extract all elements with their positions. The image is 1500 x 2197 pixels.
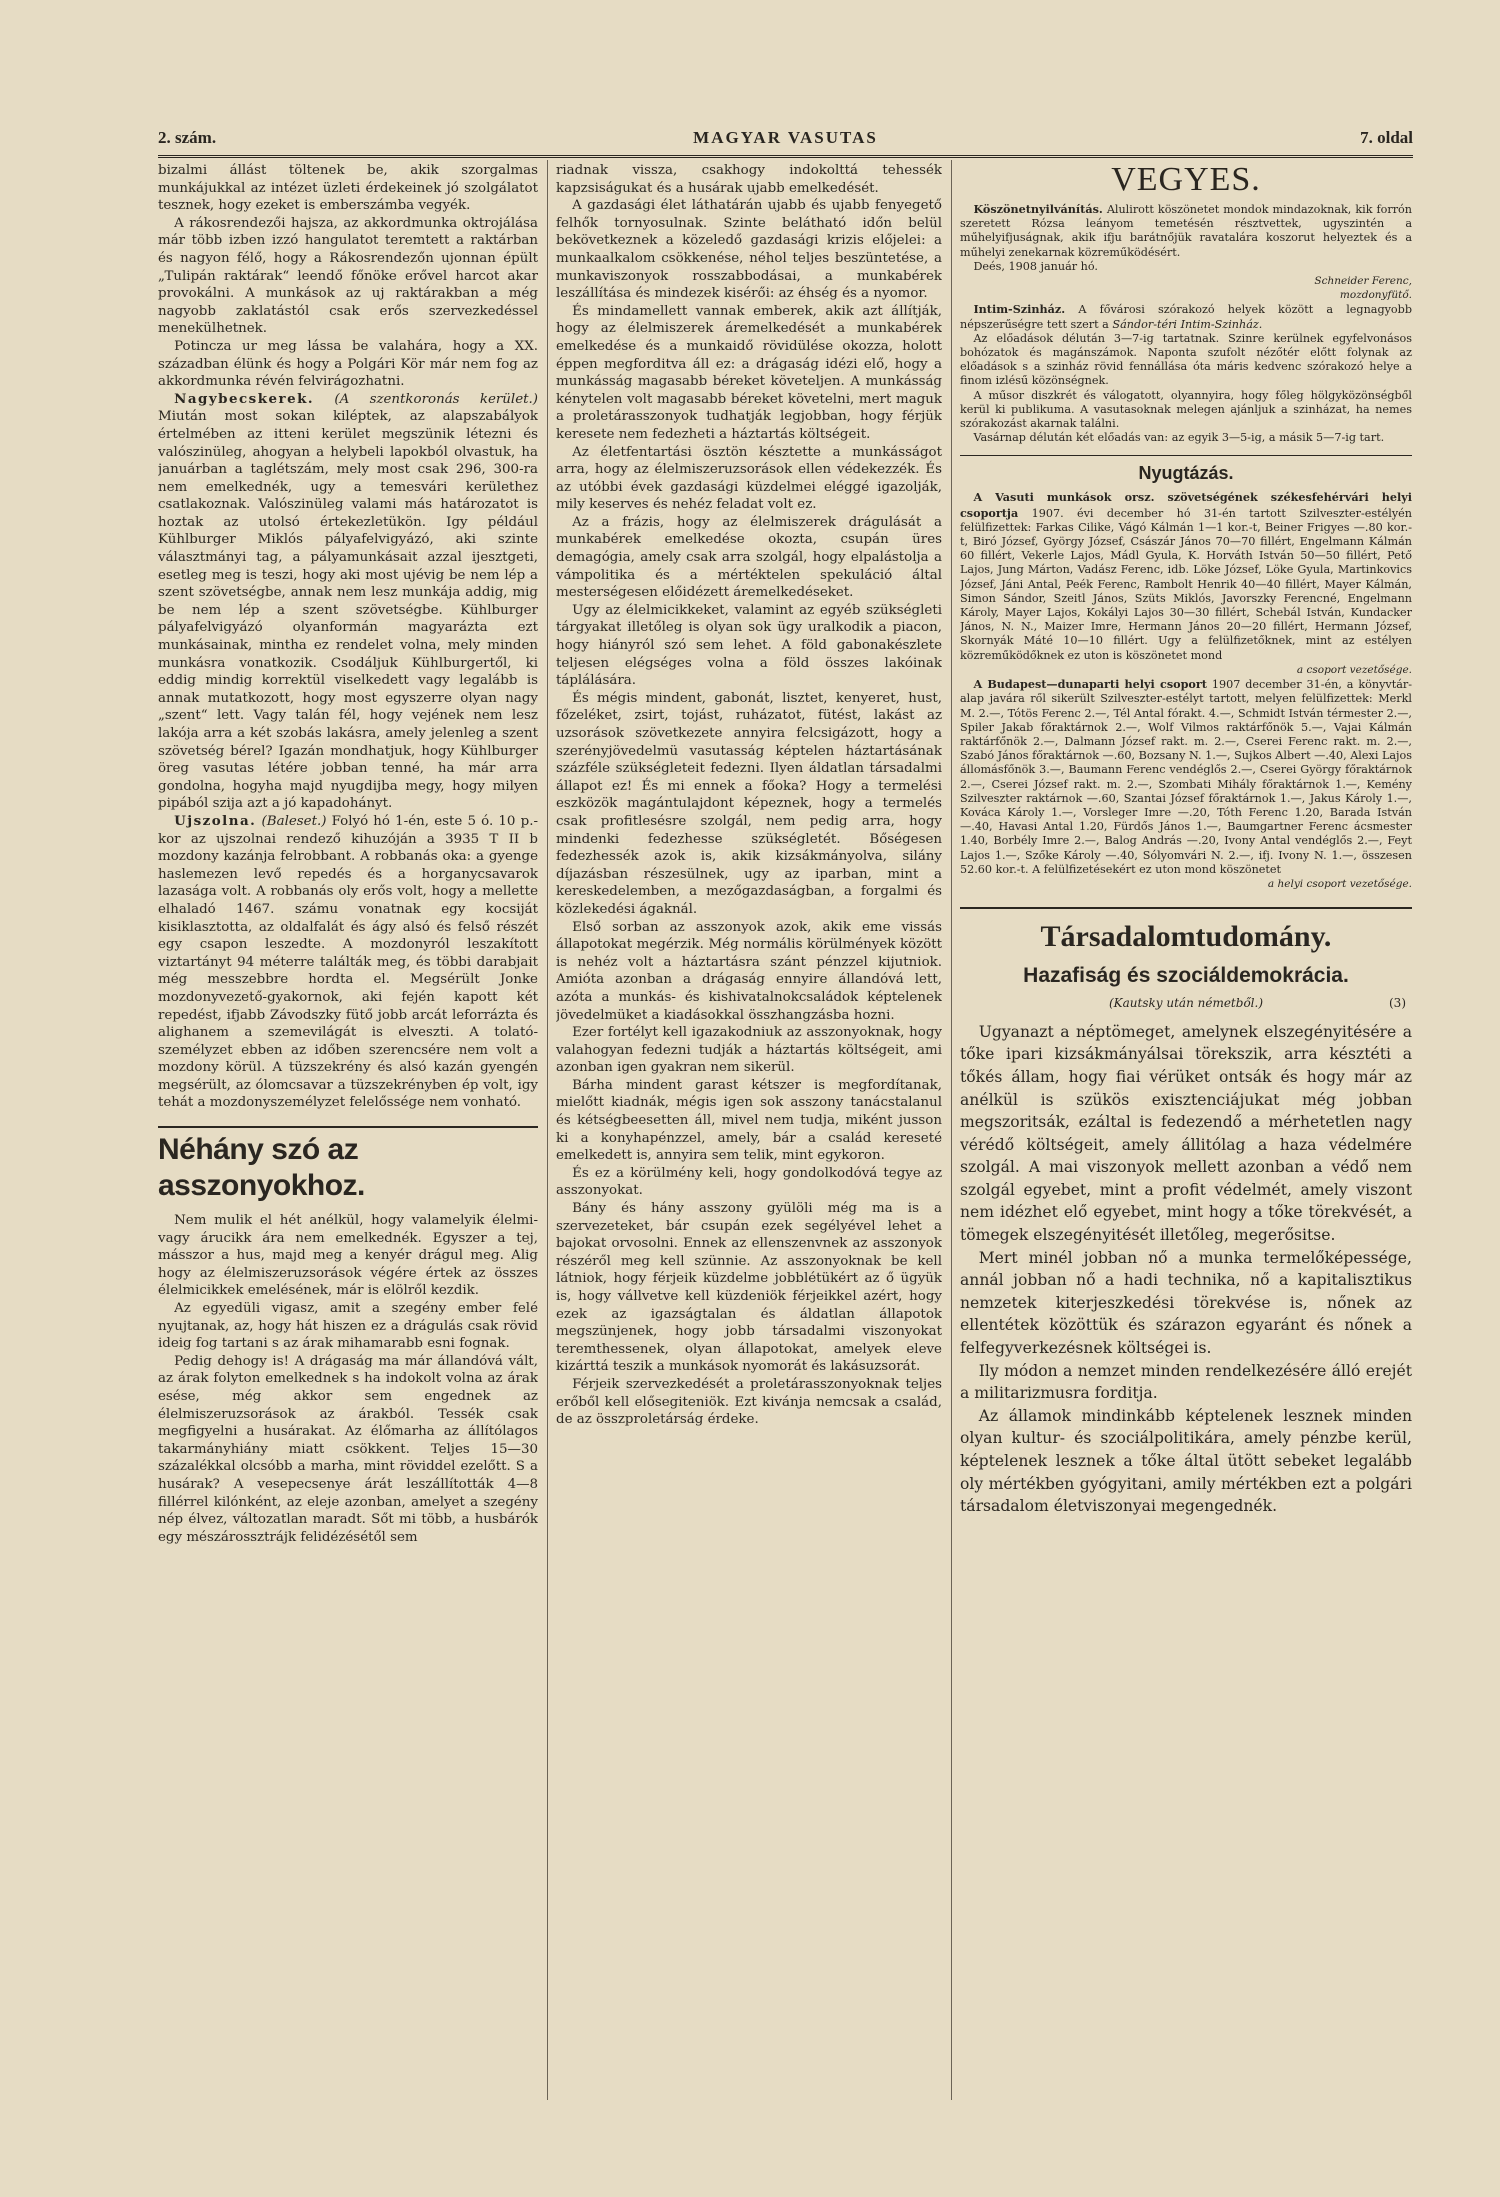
notice-place-date: Deés, 1908 január hó. <box>973 259 1098 273</box>
paragraph: Bárha mindent garast kétszer is megfordítanak, mielőtt kiadnák, mégis igen sok asszony tanácstalanul és kétségbeesetten áll, mivel nem tudja, miként jusson ki a konyhapénzzel, amely, bár a család kereseté emelkedett is, annyira sem telik, mint egykoron. <box>556 1077 942 1164</box>
article-heading: Ujszolna. <box>174 812 257 829</box>
article-title: Hazafiság és szociáldemokrácia. <box>1023 964 1349 988</box>
notice-heading: Intim-Szinház. <box>973 302 1066 317</box>
notice-body: A fővárosi szórakozó helyek között a legnagyobb népszerűségre tett szert a <box>960 303 1412 331</box>
paragraph: Az államok mindinkább képtelenek lesznek minden olyan kultur- és szociálpolitikára, amely pénzbe kerül, képtelenek lesznek a tőke által ütött sebeket legalább oly mértékben gyógyitani, amily mértékben ezt a polgári társadalom életviszonyai megengednék. <box>960 1406 1412 1516</box>
receipt-szekesfehervar <box>960 490 1412 662</box>
part-number: (3) <box>1389 996 1406 1011</box>
paragraph: Potincza ur meg lássa be valahára, hogy a XX. században élünk és hogy a Polgári Kör már nem fog az akkordmunka révén felvirágozhatni. <box>158 338 538 390</box>
paragraph: És mindamellett vannak emberek, akik azt állítják, hogy az élelmiszerek áremelkedését a munkabérek emelkedése és a munkaidő rövidülése okozza, holott éppen megforditva áll ez: a drágaság idézi elő, hogy a munkásság magasabb béreket követeljen. A munkásság kénytelen volt magasabb béreket követelni, mert maguk a proletárasszonyok tudhatják legjobban, hogy férjük keresete nem fedezheti a háztartás költségeit. <box>556 303 942 442</box>
paragraph: Ezer fortélyt kell igazakodniuk az asszonyoknak, hogy valahogyan fedezni tudják a háztartás költségeit, ami azonban igen gyakran nem sikerül. <box>556 1025 942 1076</box>
article-body: Miután most sokan kiléptek, az alapszabályok értelmében az itteni kerület megszünik létezni és valószinüleg, ahogyan a helybeli lapokból olvastuk, ha januárban a taglétszám, mely most csak 296, 300-ra nem emelkednék, ugy a temesvári kerülethez csatlakoznak. Valószinüleg valami más határozatot is hoztak az utolsó értekezletükön. Igy például Kühlburger Miklós pályafelvigyázó, aki szinte választmányi tag, a pályamunkásait azzal ijesztgeti, esetleg meg is teszi, hogy aki most ujévig be nem lép a szent szövetségbe, annak nem lesz munkája addig, mig be nem lép a szent szövetségbe. Kühlburger pályafelvigyázó olyanformán magyarázta ezt munkásainak, mintha ez rendelet volna, mely minden munkásra vonatkozik. Csodáljuk Kühlburgertől, ki eddig mindig korrektül viselkedett vagy legalább is annak mutatkozott, hogy most egyszerre olyan nagy „szent“ lett. Vagy talán fél, hogy vejének nem lesz lakója arra a két szobás lakásra, amely jelenleg a szent szövetség bérel? Igazán mondhatjuk, hogy Kühlburger öreg vasutas létére jobban tenné, ha már arra gondolna, hogyha majd nyugdijba megy, hogy milyen pipából szija azt a jó kapadohányt. <box>158 409 538 812</box>
paragraph: Ugyanazt a néptömeget, amelynek elszegényitésére a tőke ipari kizsákmányálsai törekszik, arra késztéti a tőkés állam, hogy fiai vérüket ontsák és hogy már az anélkül is szükös exisztenciájukat még jobban megszoritsák, ezáltal is fedezendő a mérhetetlen nagy vérédő költségeit, amely állitólag a haza védelmére szolgál. A mai viszonyok mellett azonban a védő nem szolgál egyebet, mint a profit védelmét, amely viszont nem idézhet elő egyebet, mint hogy a tőke törekvését, a tömegek elszegényitését illetőleg, megerősitse. <box>960 1022 1412 1245</box>
column-2 <box>556 162 942 2142</box>
header-rule <box>158 155 1413 158</box>
article-nagybecskerek <box>158 391 538 813</box>
article-source: (Kautsky után németből.) (3) <box>960 995 1412 1013</box>
paragraph: Az egyedüli vigasz, amit a szegény ember felé nyujtanak, az, hogy hát hiszen ez a drágulás csak rövid ideig fog tartani s az árak mihamarabb esni fognak. <box>158 1301 538 1352</box>
article-heading: Nagybecskerek. <box>174 390 315 407</box>
paragraph: Pedig dehogy is! A drágaság ma már állandóvá vált, az árak folyton emelkednek s ha indokolt volna az árak esése, még akkor sem engednek az élelmiszeruzsorások az árakból. Tessék csak megfigyelni a husárakat. Az élőmarha az állítólagos takarmányhiány miatt csökkent. Teljes 15—30 százalékkal olcsóbb a marha, mint röviddel ezelőtt. S a husárak? A vesepecsenye árát leszállították 4—8 fillérrel kilónként, az eleje azonban, amelyet a szegény nép élvez, változatlan maradt. Sőt mi több, a husbárók egy mészárossztrájk felidézésétől sem <box>158 1353 538 1545</box>
column-divider <box>951 160 952 2100</box>
column-3 <box>960 162 1412 2142</box>
paragraph: Nem mulik el hét anélkül, hogy valamelyik élelmi- vagy árucikk ára nem emelkednék. Egyszer a tej, másszor a hus, majd meg a kenyér drágul meg. Alig hogy az élelmiszeruzsorások végére értek az összes élelmicikkek emelésének, már is elölről kezdik. <box>158 1213 538 1299</box>
masthead-title: MAGYAR VASUTAS <box>693 128 878 147</box>
article-subheading: (Baleset.) <box>261 813 327 829</box>
paragraph: A rákosrendezői hajsza, az akkordmunka oktrojálása már több izben izzó hangulatot teremtett a raktárban és nagyon félő, hogy a Rákosrendezőn ujonnan épült „Tulipán raktárak“ leendő főnöke erővel harcot akar provokálni. A munkások az uj raktárakban a még nagyobb zaklatástól csak erős szervezkedéssel menekülhetnek. <box>158 215 538 337</box>
section-title: Néhány szó az asszonyokhoz. <box>158 1126 538 1204</box>
section-title-tarsadalomtudomany: Társadalomtudomány. <box>960 907 1412 955</box>
receipt-body: 1907 december 31-én, a könyvtár-alap javára ről sikerült Szilveszter-estélyt tartott, melyen felülfizettek: Merkl M. 2.—, Tótös Ferenc 2.—, Tél Antal fórakt. 4.—, Schmidt István térmester 2.—, Spiler Jakab főraktárnok 2.—, Wolf Vilmos raktárfőnök 5.—, Vajai Kálmán raktárfőnök 2.—, Dalmann József rakt. m. 2.—, Cserei Ferenc rakt. m. 2.—, Szabó János főraktárnok —.60, Bozsany N. 1.—, Sujkos Albert —.40, Alexi Lajos állomásfőnök 3.—, Baumann Ferenc vendéglős 2.—, Cserei György főraktárnok 2.—, Cserei József rakt. m. 2.—, Szombati Mihály főraktárnok 1.—, Kemény Szilveszter raktárnok —.60, Szantai József főraktárnok 1.—, Jakus Károly 1.—, Kováca Károly 1.—, Vorsleger Imre —.20, Tóth Ferenc 1.20, Barada István —.40, Havasi Antal 1.20, Fürdős János 1.—, Baumgartner Ferenc ácsmester 1.40, Borbély Imre 2.—, Balog András —.20, Ivony Antal vendéglős 2.—, Feyt Lajos 1.—, Szőke Károly —.40, Sólyomvári N. 2.—, ifj. Ivony N. 1.—, összesen 52.60 kor.-t. A felülfizetésekért ez uton mond köszönetet <box>960 678 1412 876</box>
signature: Schneider Ferenc, mozdonyfütő. <box>1314 275 1412 302</box>
paragraph: Ily módon a nemzet minden rendelkezésére álló erejét a militarizmusra forditja. <box>960 1361 1412 1403</box>
receipt-body: 1907. évi december hó 31-én tartott Szilveszter-estélyén felülfizettek: Farkas Cilike, Vágó Kálmán 1—1 kor.-t, Beiner Frigyes —.80 kor.-t, Biró József, György József, Császár János 70—70 fillért, Engelmann Kálmán 60 fillért, Vekerle Lajos, Mádl Gyula, K. Horváth István 50—50 fillért, Pető Lajos, Jung Márton, Vadász Ferenc, idb. Löke József, Löke Gyula, Martinkovics József, Jáni Antal, Peék Ferenc, Rambolt Henrik 40—40 fillért, Mayer Kálmán, Simon Sándor, Szeitl János, Szüts Miklós, Javorszky Ferencné, Engelmann Károly, Mayer Lajos, Kokályi Lajos 30—30 fillért, Schebál István, Kundacker János, N. N., Maizer Imre, Hermann János 20—20 fillért, Hermann József, Skornyák Máté 10—10 fillért. Ugy a felülfizetőknek, mint az estélyen közreműködőknek ez uton is köszönetet mond <box>960 506 1412 662</box>
paragraph: Férjeik szervezkedését a proletárasszonyoknak teljes erőből kell elősegiteniök. Ezt kivánja nemcsak a család, de az összproletárság érdeke. <box>556 1376 942 1428</box>
issue-number: 2. szám. <box>158 128 217 147</box>
page-number: 7. oldal <box>1360 128 1413 147</box>
article-body: Folyó hó 1-én, este 5 ó. 10 p.-kor az ujszolnai rendező kihuzóján a 3935 T II b mozdony kazánja felrobbant. A robbanás oka: a gyenge haslemezen levő repedés és a horganycsavarok lazasága volt. A robbanás oly erős volt, hogy a mellette elhaladó 1467. számu vonatnak egy kocsiját kisiklasztotta, az oldalfalát és ágy alsó és felső részét egy csapon leszedte. A mozdonyról leszakított viztartányt 94 méterre találták meg, és többi darabjait még messzebbre hordta el. Megsérült Jonke mozdonyvezető-gyakornok, aki fején kapott két repedést, ifjabb Závodszky fütő jobb arcát leforrázta és alighanem a szemevilágát is elveszti. A tolató-személyzet ebben az időben szerencsére nem volt a mozdony körül. A tüzszekrény és alsó kazán gyengén megsérült, az ólomcsavar a tüzszekrényben ép volt, igy tehát a mozdonyszemélyzet felelőssége nem vonható. <box>158 813 538 1111</box>
receipt-heading: A Budapest—dunaparti helyi csoport <box>973 677 1207 692</box>
paragraph: riadnak vissza, csakhogy indokolttá tehessék kapzsiságukat és a husárak ujabb emelkedését. <box>556 163 942 196</box>
paragraph: Az előadások délután 3—7-ig tartatnak. Szinre kerülnek egyfelvonásos bohózatok és magánszámok. Naponta szufolt nézőtér előtt folynak az előadások s a szinház rövid fennállása óta máris kedvenc szórakozó helye a finom izlésű közönségnek. <box>960 331 1412 388</box>
theater-name: Sándor-téri Intim-Szinház. <box>1112 317 1263 331</box>
paragraph: És ez a körülmény keli, hogy gondolkodóvá tegye az asszonyokat. <box>556 1165 942 1199</box>
paragraph: A műsor diszkrét és válogatott, olyannyira, hogy főleg hölgyközönségből kerül ki publikuma. A vasutasoknak melegen ajánljuk a szinházat, ha nemes szórakozást akarnak találni. <box>960 388 1412 431</box>
signature: a helyi csoport vezetősége. <box>1267 877 1412 890</box>
paragraph: Ugy az élelmicikkeket, valamint az egyéb szükségleti tárgyakat illetőleg is olyan sok ügy uralkodik a piacon, hogy hiányról szó sem lehet. A föld gabonakészlete teljesen elégséges volna a föld összes lakóinak táplálására. <box>556 602 942 689</box>
notice-intim-szinhaz <box>960 302 1412 331</box>
page-header <box>158 128 1413 150</box>
paragraph: Mert minél jobban nő a munka termelőképessége, annál jobban nő a hadi technika, nő a kapitalisztikus nemzetek kiterjeszkedési törekvése is, nőnek az ellentétek közöttük és szárazon egyaránt és nőnek a felfegyverkezésnek költségei is. <box>960 1248 1412 1358</box>
notice-body: Alulirott köszönetet mondok mindazoknak, kik forrón szeretett Rózsa leányom temetésén résztvettek, ugyszintén a műhelyifjuságnak, akik ifju barátnőjük ravatalára koszorut helyeztek és a műhelyi zenekarnak közreműködésért. <box>960 203 1412 259</box>
paragraph: Vasárnap délután két előadás van: az egyik 3—5-ig, a másik 5—7-ig tart. <box>973 431 1385 445</box>
paragraph: Az életfentartási ösztön késztette a munkásságot arra, hogy az élelmiszeruzsorások ellen védekezzék. És az utóbbi évek gazdasági küzdelmei eléggé igazolják, mily keserves és nehéz feladat volt ez. <box>556 444 942 513</box>
paragraph: A gazdasági élet láthatárán ujabb és ujabb fenyegető felhők tornyosulnak. Szinte belátható időn belül bekövetkeznek a közeledő gazdasági krizis előjelei: a munkaalkalom csökkenése, néhol teljes beszüntetése, a munkaviszonyok rosszabbodásai, a munkabérek leszállítása és mindezek kisérői: az éhség és a nyomor. <box>556 198 942 302</box>
receipt-budapest <box>960 677 1412 877</box>
paragraph: És mégis mindent, gabonát, lisztet, kenyeret, hust, főzeléket, zsirt, tojást, ruházatot, fütést, lakást az uzsorások szövetkezete annyira felcsigázott, hogy a szerényjövedelmü vasutasság képtelen háztartásának százféle szükségleteit fedezni. Ilyen áldatlan társadalmi állapot ez! És mi ennek a főoka? Hogy a termelési eszközök magántulajdont képeznek, hogy a termelés csak profitlesésre szolgál, nem pedig arra, hogy mindenki fedezhesse szükségletét. Bőségesen fedezhessék azok is, akik kizsákmányolva, silány díjazásban részesülnek, ugy az iparban, mint a kereskedelemben, a mezőgazdaságban, a forgalmi és közlekedési ágaknál. <box>556 690 942 917</box>
section-title-vegyes: VEGYES. <box>1111 162 1261 198</box>
column-divider <box>547 160 548 2100</box>
section-title-nyugtazas: Nyugtázás. <box>960 455 1412 484</box>
paragraph: Első sorban az asszonyok azok, akik eme vissás állapotokat megérzik. Még normális körülmények között is nehéz volt a háztartásra szánt pénzzel kijutniok. Amióta azonban a drágaság ennyire állandóvá lett, azóta a munkás- és kishivatalnokcsaládok képtelenek jövedelmüket a kiadásokkal összhangzásba hozni. <box>556 919 942 1023</box>
column-1 <box>158 162 538 2142</box>
notice-heading: Köszönetnyilvánítás. <box>973 202 1103 216</box>
paragraph: bizalmi állást töltenek be, akik szorgalmas munkájukkal az intézet üzleti érdekeinek jó szolgálatot tesznek, hogy ezeket is emberszámba vegyék. <box>158 163 538 214</box>
receipt-heading: A Vasuti munkások orsz. szövetségének székesfehérvári helyi csoportja <box>960 490 1412 520</box>
article-subheading: (A szentkoronás kerület.) <box>334 391 538 407</box>
paragraph: Az a frázis, hogy az élelmiszerek drágulását a munkabérek emelkedése okozta, csupán üres demagógia, amely csak arra szolgál, hogy elpalástolja a vámpolitika és a mértéktelen spekuláció által mesterségesen előidézett áremelkedéseket. <box>556 514 942 601</box>
notice-koszonet <box>960 202 1412 260</box>
article-ujszolna <box>158 813 538 1112</box>
paragraph: Bány és hány asszony gyülöli még ma is a szervezeteket, bár csupán ezek segélyével lehet a bajokat orvosolni. Ennek az ellenszenvnek az asszonyok részéről meg kell szünnie. Az asszonyoknak be kell látniok, hogy férjeik küzdelme jobblétükért az ő ügyük is, hogy vállvetve kell küzdeniök férjeikkel azért, hogy ezek az igazságtalan és áldatlan állapotok megszünjenek, hogy jobb társadalmi viszonyokat teremthessenek, olyan állapotokat, amelyek eleve kizárttá teszik a munkások nyomorát és lakásuzsorát. <box>556 1201 942 1375</box>
signature: a csoport vezetősége. <box>1296 663 1412 676</box>
